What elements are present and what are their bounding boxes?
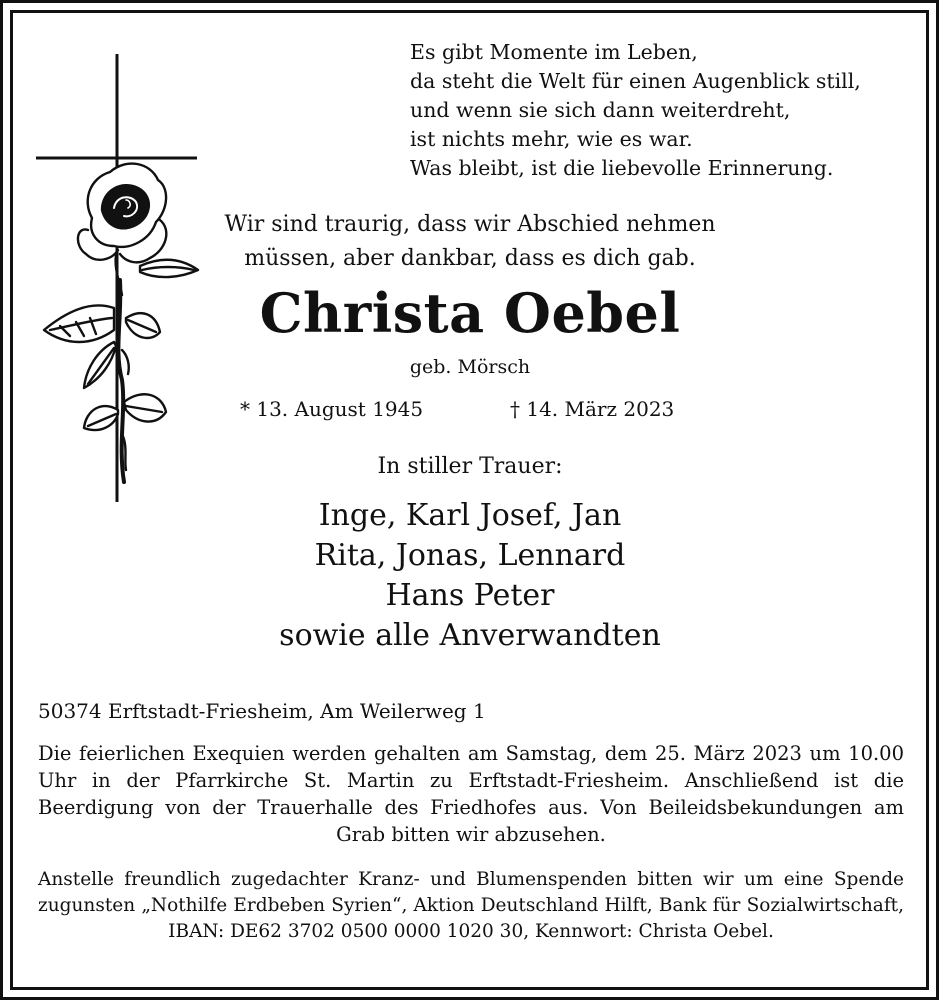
poem-line: und wenn sie sich dann weiterdreht, <box>410 98 791 122</box>
poem-line: da steht die Welt für einen Augenblick still, <box>410 69 861 93</box>
mourner-line: Hans Peter <box>385 578 555 613</box>
funeral-info: Die feierlichen Exequien werden gehalten am Samstag, dem 25. März 2023 um 10.00 Uhr in der Pfarrkirche St. Martin zu Erftstadt-Friesheim. Anschließend ist die Beerdigung von der Trauerhalle des Friedhofes aus. Von Beileidsbekundungen am Grab bitten wir abzusehen. <box>38 742 904 846</box>
mourner-line: Inge, Karl Josef, Jan <box>318 498 622 533</box>
mourner-line: sowie alle Anverwandten <box>279 618 661 653</box>
address: 50374 Erftstadt-Friesheim, Am Weilerweg 1 <box>38 699 486 723</box>
poem-line: Es gibt Momente im Leben, <box>410 40 698 64</box>
poem <box>410 38 920 183</box>
mourner-line: Rita, Jonas, Lennard <box>314 538 626 573</box>
birth-name: geb. Mörsch <box>409 356 531 378</box>
death-date: † 14. März 2023 <box>510 397 675 421</box>
poem-line: Was bleibt, ist die liebevolle Erinnerung. <box>410 156 834 180</box>
mourners-list <box>130 496 810 656</box>
intro-line: Wir sind traurig, dass wir Abschied nehmen <box>224 212 716 237</box>
rose-icon <box>44 164 198 482</box>
poem-line: ist nichts mehr, wie es war. <box>410 127 693 151</box>
birth-date: * 13. August 1945 <box>240 397 424 421</box>
mourning-label: In stiller Trauer: <box>377 454 563 479</box>
intro-line: müssen, aber dankbar, dass es dich gab. <box>244 246 696 271</box>
deceased-name: Christa Oebel <box>259 281 681 345</box>
donation-info: Anstelle freundlich zugedachter Kranz- und Blumenspenden bitten wir um eine Spende zugunsten „Nothilfe Erdbeben Syrien“, Aktion Deutschland Hilft, Bank für Sozialwirtschaft, IBAN: DE62 3702 0500 0000 1020 30, Kennwort: Christa Oebel. <box>38 869 904 942</box>
intro-text <box>180 208 760 276</box>
cross-icon <box>36 54 197 502</box>
